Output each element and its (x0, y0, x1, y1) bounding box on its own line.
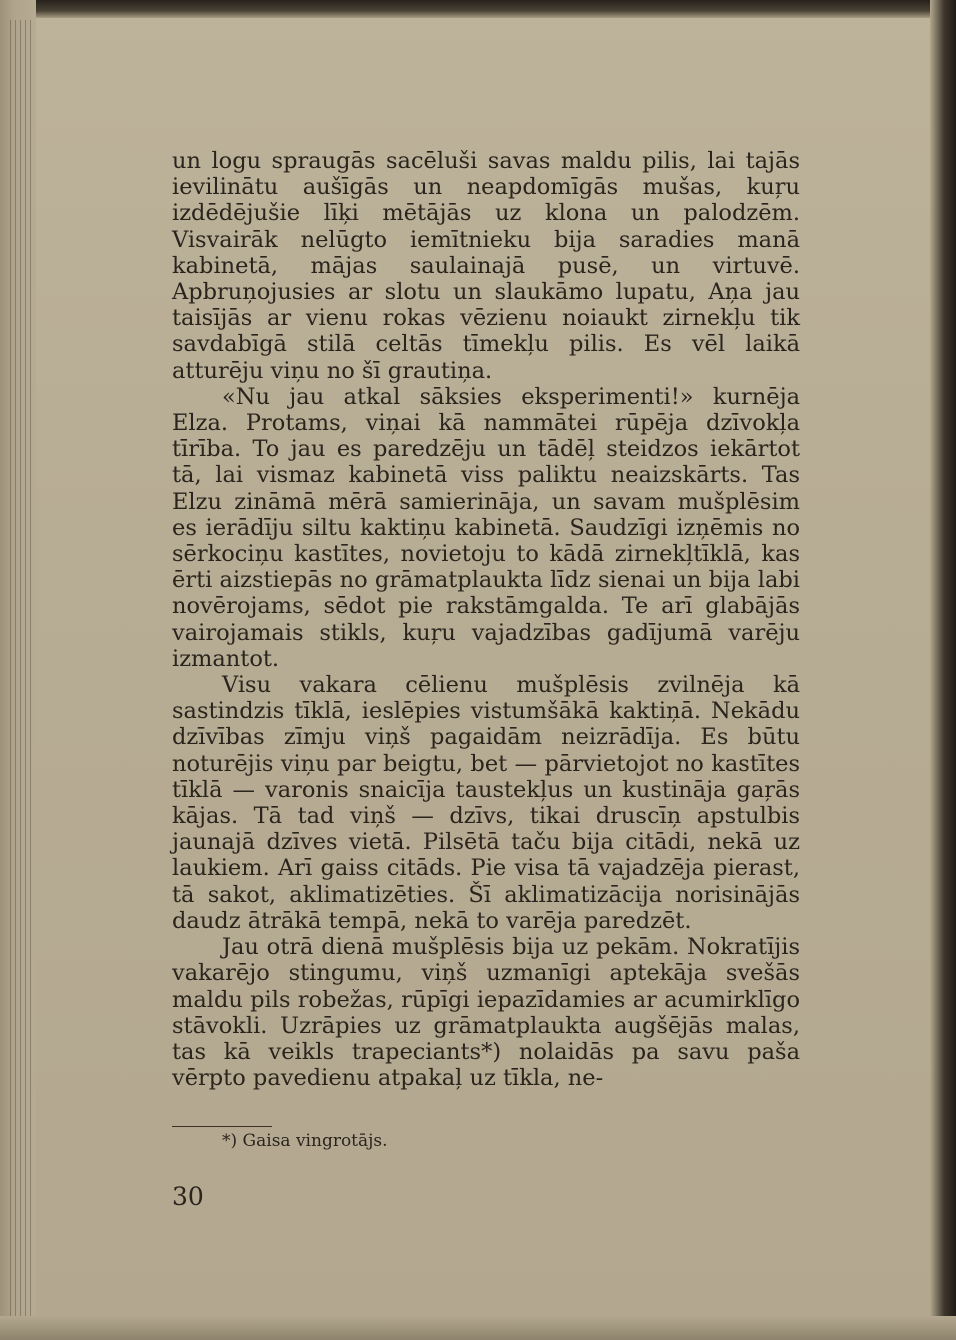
paragraph-3: Visu vakara cēlienu mušplēsis zvilnēja kā sastindzis tīklā, ieslēpies vistumšākā kaktiņā. Nekādu dzīvības zīmju viņš pagaidām neizrādīja. Es būtu noturējis viņu par beigtu, bet — pārvietojot no kastītes tīklā — varonis snaicīja taustekļus un kustināja gaŗās kājas. Tā tad viņš — dzīvs, tikai druscīņ apstulbis jaunajā dzīves vietā. Pilsētā taču bija citādi, nekā uz laukiem. Arī gaiss citāds. Pie visa tā vajadzēja pierast, tā sakot, aklimatizēties. Šī aklimatizācija norisinājās daudz ātrākā tempā, nekā to varēja paredzēt. (172, 672, 800, 934)
page-stack-lines (10, 20, 34, 1320)
footnote-divider (172, 1126, 272, 1127)
bottom-page-edge (0, 1316, 956, 1340)
right-binding-edge (930, 0, 956, 1340)
footnote: *) Gaisa vingrotājs. (222, 1131, 388, 1151)
top-page-edge (0, 0, 956, 18)
page-number: 30 (172, 1182, 204, 1211)
paragraph-4: Jau otrā dienā mušplēsis bija uz pekām. Nokratījis vakarējo stingumu, viņš uzmanīgi aptekāja svešās maldu pils robežas, rūpīgi iepazīdamies ar acumirklīgo stāvokli. Uzrāpies uz grāmatplaukta augšējās malas, tas kā veikls trapeciants*) nolaidās pa savu paša vērpto pavedienu atpakaļ uz tīkla, ne- (172, 934, 800, 1092)
left-page-edge (0, 0, 36, 1340)
body-text (172, 148, 800, 1091)
paragraph-1: un logu spraugās sacēluši savas maldu pilis, lai tajās ievilinātu aušīgās un neapdomīgās mušas, kuŗu izdēdējušie līķi mētājās uz klona un palodzēm. Visvairāk nelūgto iemītnieku bija saradies manā kabinetā, mājas saulainajā pusē, un virtuvē. Apbruņojusies ar slotu un slaukāmo lupatu, Aņa jau taisījās ar vienu rokas vēzienu noiaukt zirnekļu tik savdabīgā stilā celtās tīmekļu pilis. Es vēl laikā atturēju viņu no šī grautiņa. (172, 148, 800, 384)
paragraph-2: «Nu jau atkal sāksies eksperimenti!» kurnēja Elza. Protams, viņai kā nammātei rūpēja dzīvokļa tīrība. To jau es paredzēju un tādēļ steidzos iekārtot tā, lai vismaz kabinetā viss paliktu neaizskārts. Tas Elzu zināmā mērā samierināja, un savam mušplēsim es ierādīju siltu kaktiņu kabinetā. Saudzīgi izņēmis no sērkociņu kastītes, novietoju to kādā zirnekļtīklā, kas ērti aizstiepās no grāmatplaukta līdz sienai un bija labi novērojams, sēdot pie rakstāmgalda. Te arī glabājās vairojamais stikls, kuŗu vajadzības gadījumā varēju izmantot. (172, 383, 800, 672)
